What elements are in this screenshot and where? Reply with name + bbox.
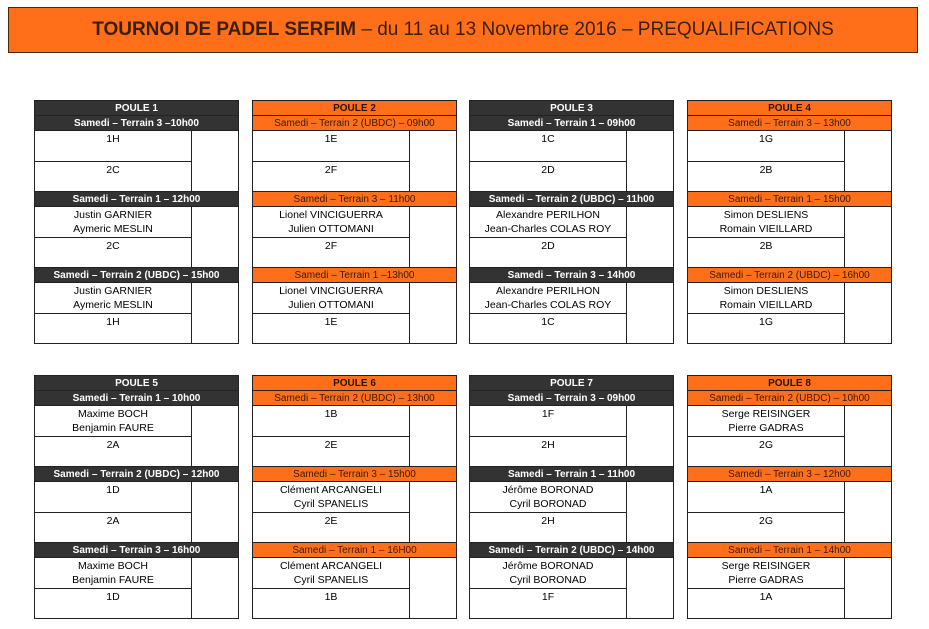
match-slot-header: Samedi – Terrain 1 – 15h00	[688, 192, 891, 207]
team-entry: Jean-Charles COLAS ROY	[484, 299, 612, 311]
match-slot-header: Samedi – Terrain 3 – 09h00	[470, 391, 673, 406]
poule-title: POULE 4	[688, 101, 891, 116]
match-block	[470, 283, 673, 343]
team-cell	[470, 283, 626, 313]
team-entry: 1E	[324, 133, 338, 145]
team-cell	[35, 406, 191, 436]
match-teams	[35, 131, 192, 191]
team-entry: 2F	[324, 164, 338, 176]
team-cell	[35, 313, 191, 343]
score-cell	[192, 207, 238, 267]
match-slot-header: Samedi – Terrain 2 (UBDC) – 10h00	[688, 391, 891, 406]
team-entry: Simon DESLIENS	[723, 285, 809, 297]
match-teams	[688, 283, 845, 343]
team-entry: Julien OTTOMANI	[288, 299, 374, 311]
team-cell	[253, 207, 409, 237]
match-slot-header: Samedi – Terrain 3 – 12h00	[688, 467, 891, 482]
match-teams	[470, 283, 627, 343]
match-slot-header: Samedi – Terrain 3 – 15h00	[253, 467, 456, 482]
team-cell	[688, 207, 844, 237]
match-teams	[688, 207, 845, 267]
score-cell	[192, 131, 238, 191]
team-entry: Benjamin FAURE	[72, 574, 154, 586]
score-cell	[192, 482, 238, 542]
poule-table	[687, 100, 892, 344]
team-cell	[688, 406, 844, 436]
poule-table	[34, 100, 239, 344]
score-cell	[410, 131, 456, 191]
banner-title: TOURNOI DE PADEL SERFIM	[92, 19, 357, 40]
team-entry: 1E	[324, 316, 338, 328]
score-cell	[627, 207, 673, 267]
match-teams	[688, 406, 845, 466]
team-entry: Justin GARNIER	[73, 285, 153, 297]
match-slot-header: Samedi – Terrain 1 – 11h00	[470, 467, 673, 482]
team-entry: Jérôme BORONAD	[502, 484, 594, 496]
match-block	[688, 482, 891, 543]
team-entry: Romain VIEILLARD	[719, 223, 813, 235]
score-cell	[410, 283, 456, 343]
team-cell	[253, 558, 409, 588]
team-cell	[688, 512, 844, 542]
team-cell	[35, 436, 191, 466]
team-entry: 2B	[759, 240, 773, 252]
team-cell	[35, 207, 191, 237]
match-block	[470, 558, 673, 618]
match-slot-header: Samedi – Terrain 1 – 14h00	[688, 543, 891, 558]
match-block	[470, 406, 673, 467]
match-block	[35, 283, 238, 343]
score-cell	[627, 131, 673, 191]
match-slot-header: Samedi – Terrain 3 – 14h00	[470, 268, 673, 283]
match-slot-header: Samedi – Terrain 2 (UBDC) – 11h00	[470, 192, 673, 207]
match-slot-header: Samedi – Terrain 2 (UBDC) – 12h00	[35, 467, 238, 482]
match-block	[253, 283, 456, 343]
team-entry: 2G	[758, 515, 773, 527]
team-cell	[470, 588, 626, 618]
match-slot-header: Samedi – Terrain 1 – 12h00	[35, 192, 238, 207]
team-cell	[253, 237, 409, 267]
team-cell	[35, 588, 191, 618]
team-entry: 1C	[541, 133, 555, 145]
match-teams	[35, 482, 192, 542]
match-teams	[688, 131, 845, 191]
team-cell	[688, 161, 844, 191]
poule-title: POULE 6	[253, 376, 456, 391]
match-slot-header: Samedi – Terrain 1 – 10h00	[35, 391, 238, 406]
team-entry: Aymeric MESLIN	[73, 299, 153, 311]
team-entry: Jean-Charles COLAS ROY	[484, 223, 612, 235]
match-teams	[470, 482, 627, 542]
score-cell	[845, 131, 891, 191]
team-entry: Aymeric MESLIN	[73, 223, 153, 235]
poule-table	[469, 100, 674, 344]
poule-title: POULE 1	[35, 101, 238, 116]
match-block	[253, 482, 456, 543]
match-block	[253, 406, 456, 467]
team-entry: Cyril SPANELIS	[293, 498, 369, 510]
team-entry: Lionel VINCIGUERRA	[279, 209, 383, 221]
team-entry: 1B	[324, 591, 338, 603]
score-cell	[627, 406, 673, 466]
tournament-banner	[8, 7, 918, 53]
team-entry: 1A	[759, 591, 773, 603]
match-teams	[253, 283, 410, 343]
team-entry: 1G	[758, 133, 773, 145]
team-entry: Simon DESLIENS	[723, 209, 809, 221]
team-cell	[688, 237, 844, 267]
team-entry: 1D	[106, 591, 120, 603]
poule-title: POULE 3	[470, 101, 673, 116]
team-cell	[688, 558, 844, 588]
match-block	[688, 558, 891, 618]
score-cell	[410, 482, 456, 542]
match-teams	[470, 558, 627, 618]
match-teams	[35, 207, 192, 267]
poule-table	[687, 375, 892, 619]
team-cell	[35, 283, 191, 313]
score-cell	[627, 482, 673, 542]
match-slot-header: Samedi – Terrain 3 – 11h00	[253, 192, 456, 207]
match-slot-header: Samedi – Terrain 3 – 16h00	[35, 543, 238, 558]
match-block	[688, 283, 891, 343]
poule-table	[252, 100, 457, 344]
team-entry: 2A	[106, 515, 120, 527]
banner-dates: – du 11 au 13 Novembre 2016 –	[356, 19, 638, 40]
score-cell	[845, 406, 891, 466]
poule-table	[34, 375, 239, 619]
team-cell	[688, 313, 844, 343]
team-entry: Serge REISINGER	[721, 408, 811, 420]
match-teams	[470, 406, 627, 466]
team-cell	[688, 588, 844, 618]
team-entry: 2H	[541, 439, 555, 451]
team-entry: 2E	[324, 439, 338, 451]
team-entry: 2D	[541, 164, 555, 176]
score-cell	[845, 482, 891, 542]
match-slot-header: Samedi – Terrain 1 –13h00	[253, 268, 456, 283]
team-cell	[470, 237, 626, 267]
score-cell	[845, 558, 891, 618]
match-block	[35, 482, 238, 543]
team-cell	[253, 131, 409, 161]
match-slot-header: Samedi – Terrain 1 – 09h00	[470, 116, 673, 131]
match-block	[35, 131, 238, 192]
match-slot-header: Samedi – Terrain 2 (UBDC) – 14h00	[470, 543, 673, 558]
team-cell	[35, 512, 191, 542]
match-block	[688, 131, 891, 192]
team-entry: Serge REISINGER	[721, 560, 811, 572]
match-teams	[35, 406, 192, 466]
team-entry: 2G	[758, 439, 773, 451]
team-entry: 1D	[106, 484, 120, 496]
match-block	[35, 406, 238, 467]
match-block	[470, 207, 673, 268]
team-cell	[253, 283, 409, 313]
score-cell	[627, 558, 673, 618]
team-cell	[470, 313, 626, 343]
match-slot-header: Samedi – Terrain 3 –10h00	[35, 116, 238, 131]
score-cell	[192, 283, 238, 343]
score-cell	[410, 558, 456, 618]
team-entry: 1C	[541, 316, 555, 328]
team-entry: 2B	[759, 164, 773, 176]
team-entry: Pierre GADRAS	[728, 422, 804, 434]
team-cell	[688, 436, 844, 466]
team-cell	[253, 161, 409, 191]
team-entry: Julien OTTOMANI	[288, 223, 374, 235]
poule-table	[252, 375, 457, 619]
team-entry: Clément ARCANGELI	[279, 560, 383, 572]
team-entry: Clément ARCANGELI	[279, 484, 383, 496]
score-cell	[410, 406, 456, 466]
team-entry: 1F	[541, 408, 555, 420]
team-entry: Alexandre PERILHON	[496, 209, 600, 221]
team-cell	[253, 588, 409, 618]
score-cell	[845, 207, 891, 267]
match-block	[470, 131, 673, 192]
match-teams	[253, 131, 410, 191]
match-block	[688, 406, 891, 467]
team-cell	[470, 161, 626, 191]
match-slot-header: Samedi – Terrain 2 (UBDC) – 13h00	[253, 391, 456, 406]
poule-table	[469, 375, 674, 619]
match-block	[470, 482, 673, 543]
team-entry: Pierre GADRAS	[728, 574, 804, 586]
match-block	[253, 131, 456, 192]
team-entry: Alexandre PERILHON	[496, 285, 600, 297]
match-slot-header: Samedi – Terrain 1 – 16H00	[253, 543, 456, 558]
match-teams	[253, 482, 410, 542]
match-teams	[470, 131, 627, 191]
banner-phase: PREQUALIFICATIONS	[637, 19, 834, 40]
team-cell	[253, 436, 409, 466]
team-cell	[688, 482, 844, 512]
team-entry: Benjamin FAURE	[72, 422, 154, 434]
team-cell	[35, 558, 191, 588]
team-cell	[470, 406, 626, 436]
team-cell	[470, 482, 626, 512]
match-teams	[253, 406, 410, 466]
team-entry: Lionel VINCIGUERRA	[279, 285, 383, 297]
team-cell	[470, 131, 626, 161]
team-entry: 2C	[106, 164, 120, 176]
match-teams	[35, 558, 192, 618]
team-entry: Cyril SPANELIS	[293, 574, 369, 586]
team-entry: Romain VIEILLARD	[719, 299, 813, 311]
team-entry: 2A	[106, 439, 120, 451]
team-cell	[35, 237, 191, 267]
poule-title: POULE 7	[470, 376, 673, 391]
match-block	[253, 558, 456, 618]
team-entry: Maxime BOCH	[77, 560, 148, 572]
poule-title: POULE 2	[253, 101, 456, 116]
team-entry: 1H	[106, 316, 120, 328]
team-entry: 1G	[758, 316, 773, 328]
match-teams	[253, 558, 410, 618]
team-entry: 1B	[324, 408, 338, 420]
team-entry: Maxime BOCH	[77, 408, 148, 420]
score-cell	[192, 558, 238, 618]
team-entry: Jérôme BORONAD	[502, 560, 594, 572]
poule-title: POULE 8	[688, 376, 891, 391]
team-entry: Justin GARNIER	[73, 209, 153, 221]
match-block	[253, 207, 456, 268]
team-entry: 2E	[324, 515, 338, 527]
team-entry: Cyril BORONAD	[509, 574, 587, 586]
poule-title: POULE 5	[35, 376, 238, 391]
match-slot-header: Samedi – Terrain 2 (UBDC) – 16h00	[688, 268, 891, 283]
team-entry: Cyril BORONAD	[509, 498, 587, 510]
match-slot-header: Samedi – Terrain 2 (UBDC) – 15h00	[35, 268, 238, 283]
team-entry: 2H	[541, 515, 555, 527]
match-block	[688, 207, 891, 268]
team-cell	[253, 313, 409, 343]
score-cell	[845, 283, 891, 343]
team-entry: 2C	[106, 240, 120, 252]
team-cell	[688, 131, 844, 161]
match-teams	[688, 558, 845, 618]
team-entry: 2F	[324, 240, 338, 252]
score-cell	[627, 283, 673, 343]
match-teams	[35, 283, 192, 343]
team-cell	[253, 482, 409, 512]
team-cell	[35, 131, 191, 161]
match-block	[35, 558, 238, 618]
team-entry: 2D	[541, 240, 555, 252]
team-entry: 1F	[541, 591, 555, 603]
team-cell	[470, 558, 626, 588]
team-cell	[35, 161, 191, 191]
team-cell	[470, 436, 626, 466]
team-cell	[35, 482, 191, 512]
team-cell	[253, 512, 409, 542]
match-slot-header: Samedi – Terrain 3 – 13h00	[688, 116, 891, 131]
team-cell	[688, 283, 844, 313]
team-cell	[253, 406, 409, 436]
team-entry: 1H	[106, 133, 120, 145]
match-block	[35, 207, 238, 268]
match-slot-header: Samedi – Terrain 2 (UBDC) – 09h00	[253, 116, 456, 131]
score-cell	[410, 207, 456, 267]
team-cell	[470, 512, 626, 542]
match-teams	[253, 207, 410, 267]
match-teams	[470, 207, 627, 267]
match-teams	[688, 482, 845, 542]
score-cell	[192, 406, 238, 466]
team-entry: 1A	[759, 484, 773, 496]
team-cell	[470, 207, 626, 237]
